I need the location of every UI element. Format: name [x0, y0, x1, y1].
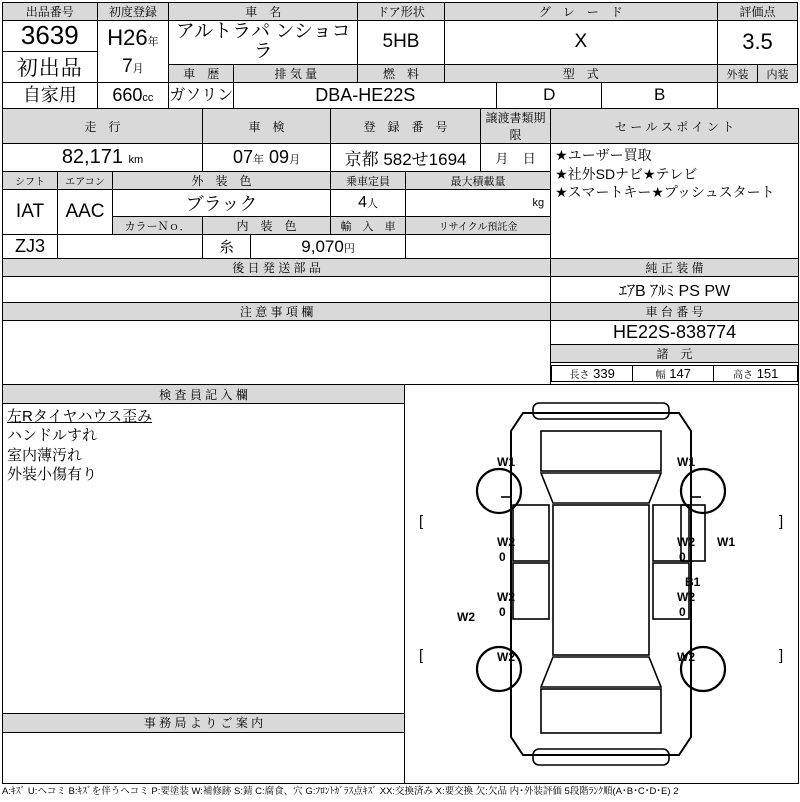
- inspector-notes-list: [3, 404, 404, 488]
- bracket-left-front: [: [419, 513, 424, 531]
- dim-length-label: 長さ: [569, 370, 590, 382]
- header-capacity: 乗車定員: [331, 172, 406, 190]
- history-value: 自家用: [3, 83, 98, 109]
- header-interior-color: 内 装 色: [203, 217, 331, 235]
- header-transfer-deadline: 譲渡書類期限: [481, 109, 551, 144]
- color-no-value: ZJ3: [3, 235, 58, 259]
- first-reg-month: 7: [122, 56, 133, 78]
- header-reg-number: 登 録 番 号: [331, 109, 481, 144]
- genuine-equip-value: ｴｱB ｱﾙﾐ PS PW: [551, 277, 799, 303]
- model-code-value: DBA-HE22S: [234, 83, 497, 109]
- displacement-cell: [97, 83, 169, 109]
- header-fuel: 燃 料: [358, 64, 444, 82]
- later-parts-value: [3, 277, 551, 303]
- capacity-cell: [331, 190, 406, 217]
- damage-mark: W1: [677, 455, 695, 470]
- header-exhibit-no: 出品番号: [3, 3, 98, 21]
- fuel-value: ガソリン: [169, 83, 234, 109]
- header-rating: 評価点: [718, 3, 798, 21]
- max-load-cell: [406, 190, 551, 217]
- first-reg-month-unit: 月: [132, 63, 144, 76]
- bracket-right-rear: ]: [779, 647, 784, 665]
- rating-value: 3.5: [718, 21, 798, 65]
- dim-height-value: 151: [756, 366, 779, 382]
- header-sales-point: セ ー ル ス ポ イ ン ト: [551, 109, 799, 144]
- bottom-block-table: [2, 384, 799, 784]
- dim-width-label: 幅: [655, 370, 666, 382]
- damage-mark: B1: [685, 575, 701, 590]
- displacement-unit: cc: [142, 92, 154, 105]
- header-mileage: 走 行: [3, 109, 203, 144]
- transfer-day-unit: 日: [522, 151, 536, 167]
- recycle-fee-cell: [251, 235, 406, 259]
- exterior-grade-value: D: [497, 83, 602, 109]
- max-load-unit: kg: [532, 197, 545, 210]
- damage-mark: 0: [499, 550, 506, 565]
- damage-mark: 0: [679, 550, 686, 565]
- inspector-note-item: 室内薄汚れ: [7, 446, 83, 464]
- inspector-note-item: ハンドルすれ: [7, 427, 98, 445]
- header-recycle-fee: リサイクル預託金: [406, 217, 551, 235]
- vehicle-diagram: [405, 385, 798, 783]
- damage-mark: W2: [677, 535, 695, 550]
- header-history: 車 歴: [169, 64, 234, 82]
- first-reg-year: 26: [123, 25, 148, 51]
- vehicle-diagram-svg: [405, 385, 797, 783]
- exhibit-no-value: 3639: [20, 20, 79, 50]
- bracket-left-rear: [: [419, 647, 424, 665]
- vehicle-diagram-cell: [405, 385, 799, 784]
- header-exterior-grade: 外装: [718, 64, 758, 82]
- sales-point-item: ★社外SDナビ★テレビ: [555, 165, 698, 182]
- car-name-value: アルトラパ ンショコラ: [169, 21, 358, 65]
- header-later-parts: 後 日 発 送 部 品: [3, 259, 551, 277]
- inspector-notes-cell: [3, 403, 405, 713]
- chassis-no-value: HE22S-838774: [551, 321, 799, 345]
- dim-length-value: 339: [593, 366, 615, 382]
- header-interior-grade: 内装: [757, 64, 797, 82]
- displacement-value: 660: [112, 85, 143, 106]
- exterior-color-value: ブラック: [113, 190, 331, 217]
- aircon-value: AAC: [58, 190, 113, 235]
- transfer-deadline-cell: [481, 144, 551, 172]
- header-inspector-notes: 検 査 員 記 入 欄: [3, 385, 405, 404]
- header-exterior-color: 外 装 色: [113, 172, 331, 190]
- sales-point-item: ★ユーザー買取: [555, 147, 652, 164]
- header-caution: 注 意 事 項 欄: [3, 303, 551, 321]
- header-office-info: 事 務 局 よ り ご 案 内: [3, 713, 405, 732]
- inspector-note-item: 外装小傷有り: [7, 466, 98, 484]
- dim-height: [714, 366, 798, 382]
- header-color-no: カラーＮｏ．: [113, 217, 203, 235]
- dimensions-cell: [551, 363, 799, 385]
- header-displacement: 排 気 量: [234, 64, 358, 82]
- damage-mark: W2: [677, 590, 695, 605]
- damage-mark: W2: [457, 610, 475, 625]
- mileage-cell: [3, 144, 203, 172]
- sales-point-item: ★スマートキー★プッシュスタート: [555, 184, 775, 201]
- legend-text: A:ｷｽﾞ U:ヘコミ B:ｷｽﾞを伴うヘコミ P:要塗装 W:補修跡 S:錆 C:腐食、穴 G:ﾌﾛﾝﾄｶﾞﾗｽ点ｷｽﾞ XX:交換済み X:要交換 欠:欠品 内･外装評価 5段階ﾗﾝｸ順(A･B･C･D･E) 2: [2, 786, 679, 798]
- header-dimensions: 諸 元: [551, 345, 799, 363]
- dim-width-value: 147: [669, 366, 691, 382]
- header-aircon: エアコン: [58, 172, 113, 190]
- recycle-fee-value: 9,070: [301, 236, 344, 256]
- dim-height-label: 高さ: [733, 370, 754, 382]
- inspection-month-value: 09: [269, 147, 290, 168]
- middle-info-table: [2, 108, 799, 385]
- header-door-shape: ドア形状: [358, 3, 444, 21]
- interior-color-value: [58, 235, 203, 259]
- grade-value: X: [444, 21, 717, 65]
- capacity-unit: 人: [367, 198, 378, 211]
- interior-grade-value: B: [602, 83, 718, 109]
- damage-mark: W1: [717, 535, 735, 550]
- auction-sheet: [0, 2, 800, 802]
- transfer-month-unit: 月: [495, 151, 509, 167]
- damage-mark: W1: [497, 455, 515, 470]
- damage-mark: W2: [497, 535, 515, 550]
- dim-width: [633, 366, 714, 382]
- imported-value: 糸: [203, 235, 251, 259]
- damage-mark: 0: [499, 605, 506, 620]
- inspection-month-unit: 月: [289, 154, 301, 167]
- header-model-code: 型 式: [444, 64, 717, 82]
- door-shape-value: 5HB: [358, 21, 444, 65]
- header-imported: 輸 入 車: [331, 217, 406, 235]
- header-inspection: 車 検: [203, 109, 331, 144]
- sales-point-cell: [551, 144, 799, 259]
- top-info-table: [2, 2, 798, 109]
- dim-length: [552, 366, 633, 382]
- reg-number-value: 京都 582せ1694: [331, 144, 481, 172]
- header-genuine-equip: 純 正 装 備: [551, 259, 799, 277]
- header-grade: グ レ ー ド: [444, 3, 717, 21]
- capacity-value: 4: [358, 194, 367, 212]
- damage-mark: 0: [679, 605, 686, 620]
- first-reg-era: H: [107, 25, 124, 51]
- shift-value: IAT: [3, 190, 58, 235]
- damage-mark: W2: [497, 590, 515, 605]
- first-exhibit-badge: 初出品: [3, 51, 97, 82]
- mileage-value: 82,171: [61, 146, 123, 169]
- recycle-fee-unit: 円: [343, 242, 355, 255]
- first-reg-cell: [97, 21, 169, 83]
- inspection-year-value: 07: [233, 147, 254, 168]
- damage-mark: W2: [497, 650, 515, 665]
- first-reg-year-unit: 年: [147, 36, 159, 49]
- damage-mark: W2: [677, 650, 695, 665]
- inspection-year-unit: 年: [253, 154, 265, 167]
- sales-point-list: [551, 144, 798, 203]
- header-chassis-no: 車 台 番 号: [551, 303, 799, 321]
- exhibit-no-cell: [3, 21, 98, 83]
- caution-value: [3, 321, 551, 385]
- inspector-note-item: 左Rタイヤハウス歪み: [7, 407, 153, 425]
- bracket-right-front: ]: [779, 513, 784, 531]
- office-info-value: [3, 732, 405, 784]
- header-first-reg: 初度登録: [97, 3, 169, 21]
- header-shift: シフト: [3, 172, 58, 190]
- mileage-unit: km: [128, 154, 144, 167]
- inspection-cell: [203, 144, 331, 172]
- header-max-load: 最大積載量: [406, 172, 551, 190]
- header-car-name: 車 名: [169, 3, 358, 21]
